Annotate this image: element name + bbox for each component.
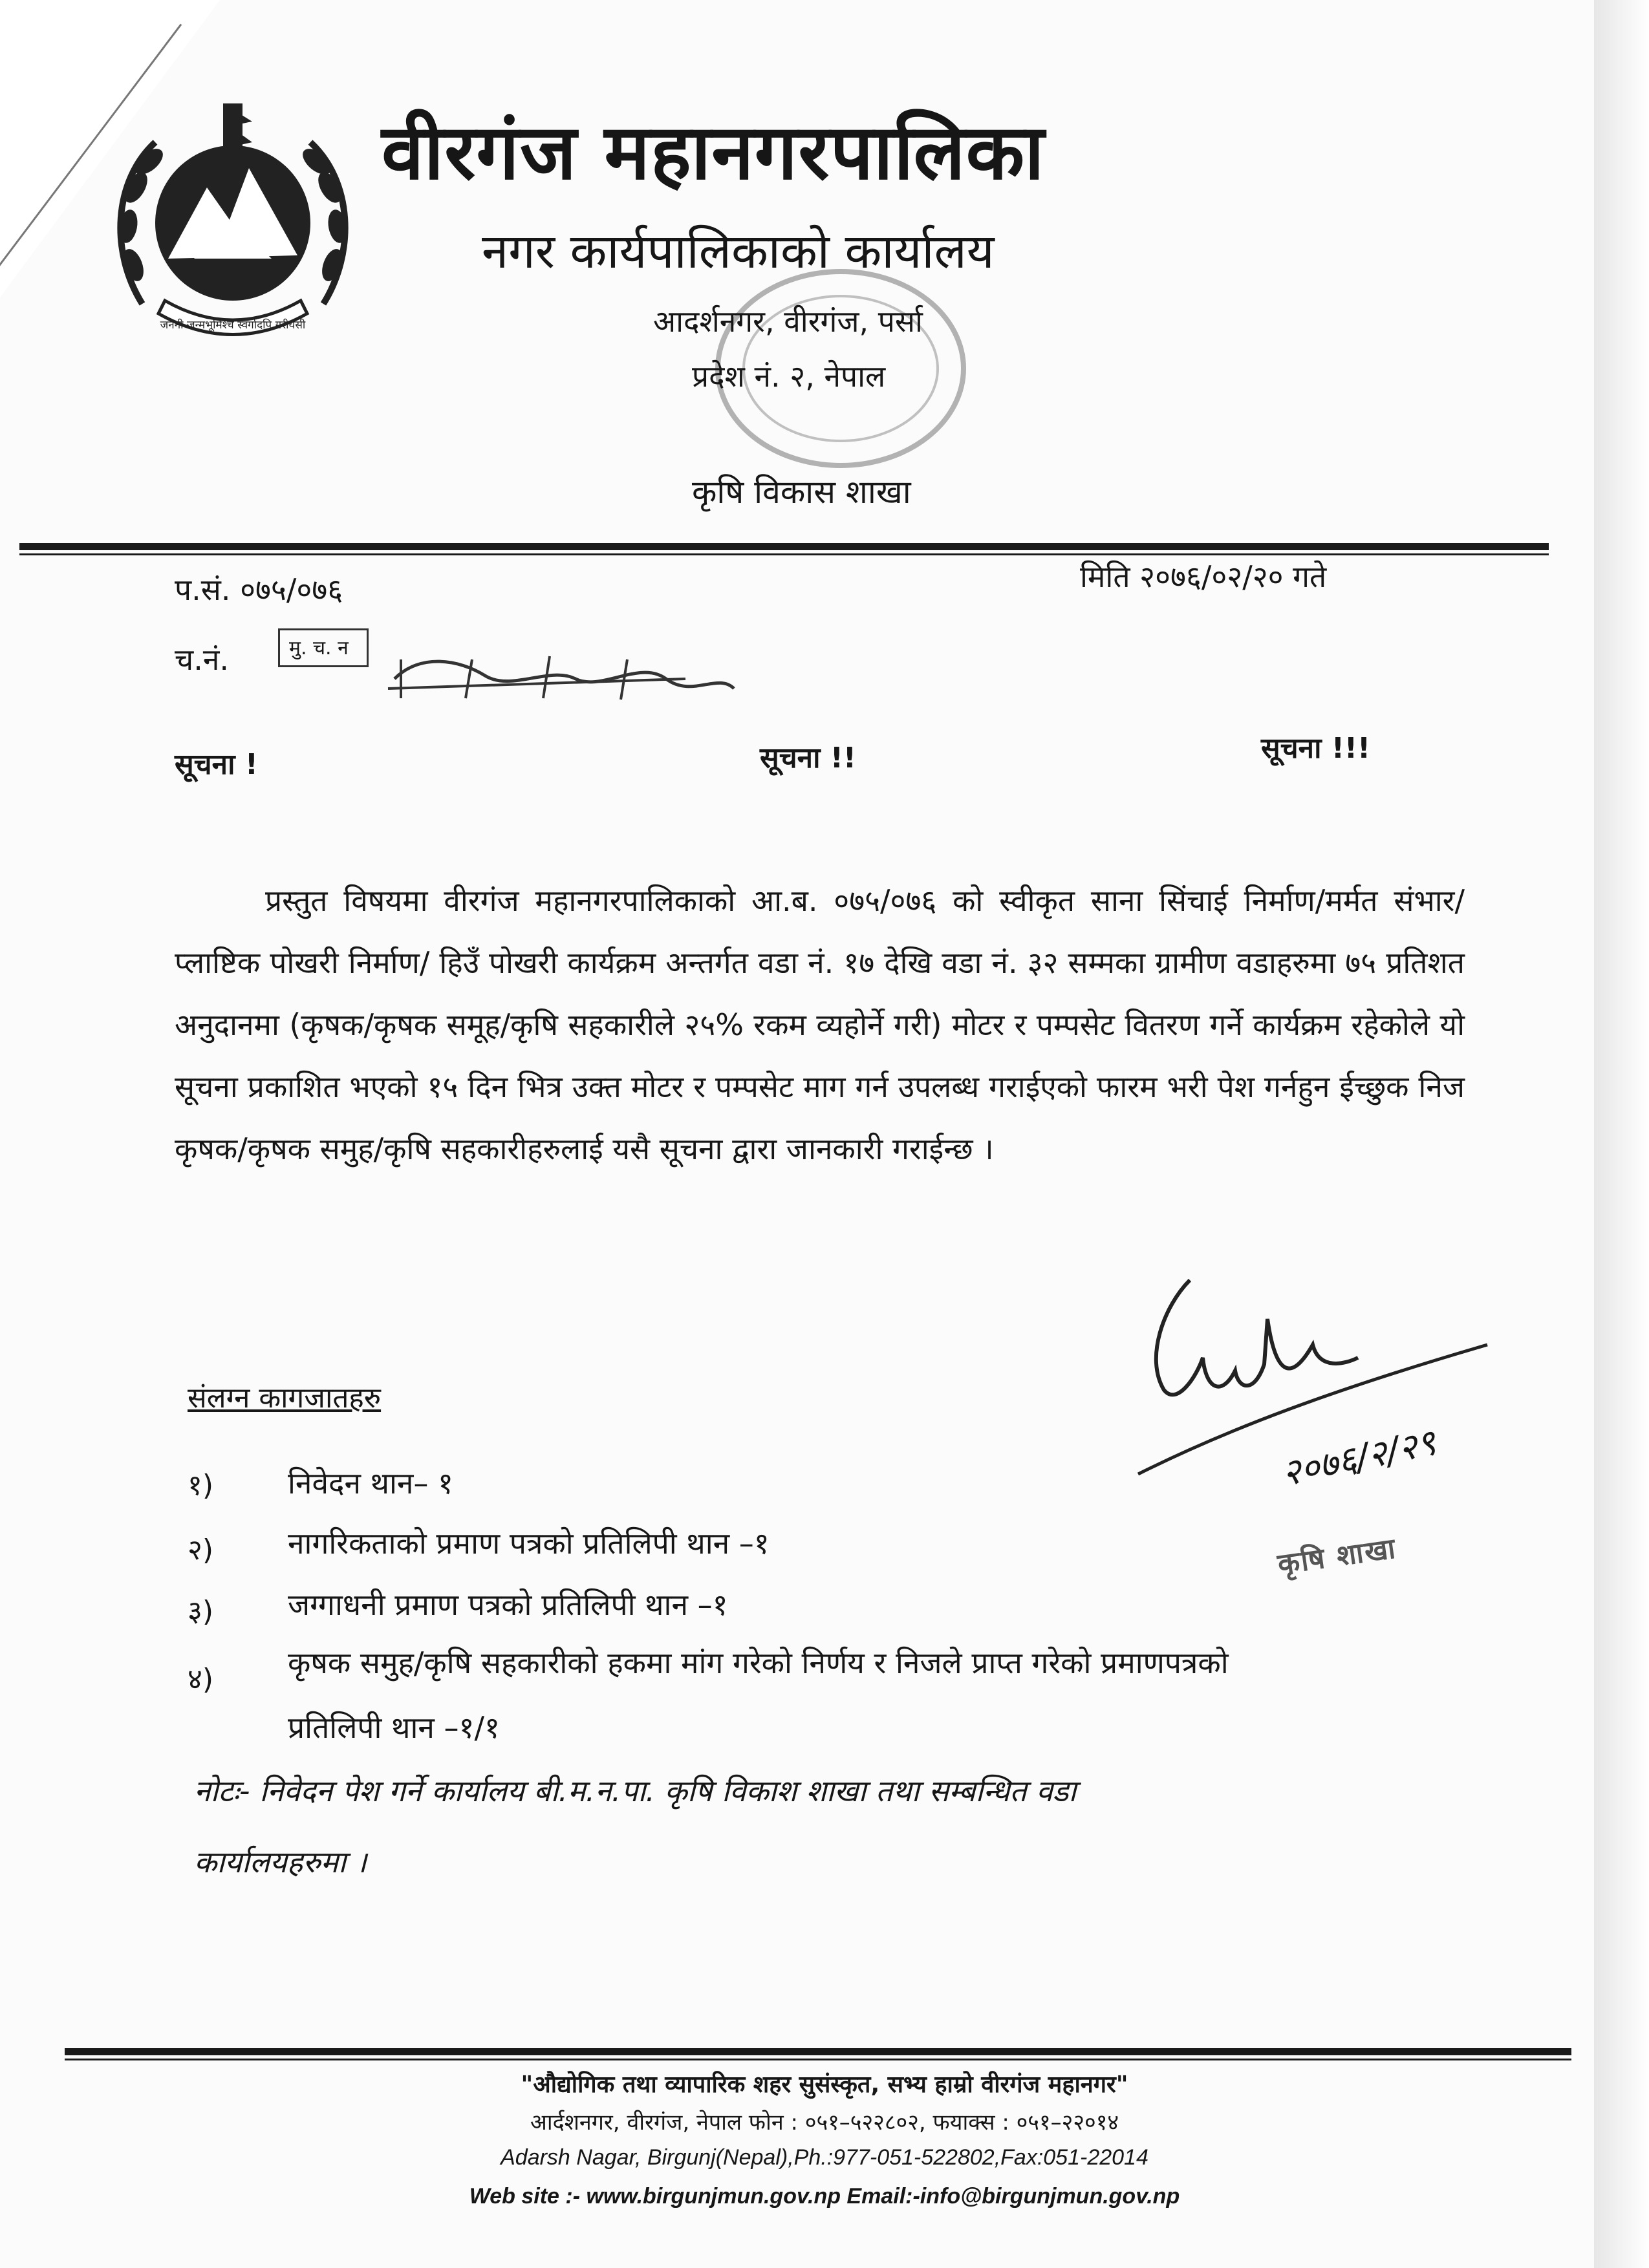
header-rule [19, 543, 1549, 550]
branch-name: कृषि विकास शाखा [692, 473, 911, 511]
letter-date: मिति २०७६/०२/२० गते [1080, 559, 1327, 594]
list-item: कृषक समुह/कृषि सहकारीको हकमा मांग गरेको निर्णय र निजले प्राप्त गरेको प्रमाणपत्रको [288, 1645, 1229, 1680]
footer-address-nepali: आर्दशनगर, वीरगंज, नेपाल फोन : ०५१–५२२८०२, फयाक्स : ०५१–२२०१४ [530, 2110, 1119, 2135]
footer-rule [65, 2048, 1571, 2055]
list-item-number: ४) [188, 1663, 214, 1696]
footer-address-english: Adarsh Nagar, Birgunj(Nepal),Ph.:977-051-522802,Fax:051-22014 [501, 2145, 1148, 2170]
note-line-1: नोटः- निवेदन पेश गर्ने कार्यालय बी.म.न.पा. कृषि विकाश शाखा तथा सम्बन्धित वडा [194, 1773, 1077, 1808]
letter-number: प.सं. ०७५/०७६ [175, 572, 343, 607]
dispatch-number-label: च.नं. [175, 642, 229, 677]
notice-heading-1: सूचना ! [175, 748, 258, 781]
office-subtitle: नगर कार्यपालिकाको कार्यालय [482, 224, 995, 279]
footer-web-email: Web site :- www.birgunjmun.gov.np Email:-info@birgunjmun.gov.np [469, 2184, 1180, 2209]
list-item-continuation: प्रतिलिपी थान –१/१ [288, 1710, 500, 1745]
municipality-title: वीरगंज महानगरपालिका [382, 107, 1045, 197]
handwritten-dispatch-number [382, 640, 744, 711]
notice-body: प्रस्तुत विषयमा वीरगंज महानगरपालिकाको आ.ब. ०७५/०७६ को स्वीकृत साना सिंचाई निर्माण/मर्मत संभार/प्लाष्टिक पोखरी निर्माण/ हिउँ पोखरी कार्यक्रम अन्तर्गत वडा नं. १७ देखि वडा नं. ३२ सम्मका ग्रामीण वडाहरुमा ७५ प्रतिशत अनुदानमा (कृषक/कृषक समूह/कृषि सहकारीले २५% रकम व्यहोर्ने गरी) मोटर र पम्पसेट वितरण गर्ने कार्यक्रम रहेकोले यो सूचना प्रकाशित भएको १५ दिन भित्र उक्त मोटर र पम्पसेट माग गर्न उपलब्ध गराईएको फारम भरी पेश गर्नहुन ईच्छुक निज कृषक/कृषक समुह/कृषि सहकारीहरुलाई यसै सूचना द्वारा जानकारी गराईन्छ । [175, 883, 1465, 1166]
attachments-heading: संलग्न कागजातहरु [188, 1382, 382, 1415]
list-item-number: २) [188, 1534, 214, 1567]
note-line-2: कार्यालयहरुमा । [194, 1845, 367, 1879]
address-line-1: आदर्शनगर, वीरगंज, पर्सा [653, 304, 923, 339]
signature-date: २०७६/२/२९ [1278, 1421, 1440, 1495]
list-item: जग्गाधनी प्रमाण पत्रको प्रतिलिपी थान –१ [288, 1587, 728, 1622]
footer-rule-thin [65, 2059, 1571, 2060]
header-rule-thin [19, 553, 1549, 555]
page-edge-shadow [1594, 0, 1649, 2268]
list-item-number: १) [188, 1469, 214, 1502]
note [194, 1755, 1358, 1898]
footer-motto: "औद्योगिक तथा व्यापारिक शहर सुसंस्कृत, सभ्य हाम्रो वीरगंज महानगर" [521, 2071, 1128, 2098]
section-stamp: कृषि शाखा [1275, 1532, 1399, 1581]
notice-heading-3: सूचना !!! [1261, 732, 1371, 765]
nepal-emblem-icon [97, 91, 369, 362]
list-item-number: ३) [188, 1595, 214, 1628]
list-item: निवेदन थान– १ [288, 1466, 453, 1501]
svg-text:जननी जन्मभूमिश्च स्वर्गादपि गर: जननी जन्मभूमिश्च स्वर्गादपि गरीयसी [160, 319, 306, 332]
address-line-2: प्रदेश नं. २, नेपाल [692, 359, 886, 394]
dispatch-stamp-box: मु. च. न [278, 628, 369, 667]
list-item: नागरिकताको प्रमाण पत्रको प्रतिलिपी थान –१ [288, 1526, 770, 1561]
notice-heading-2: सूचना !! [760, 742, 856, 775]
